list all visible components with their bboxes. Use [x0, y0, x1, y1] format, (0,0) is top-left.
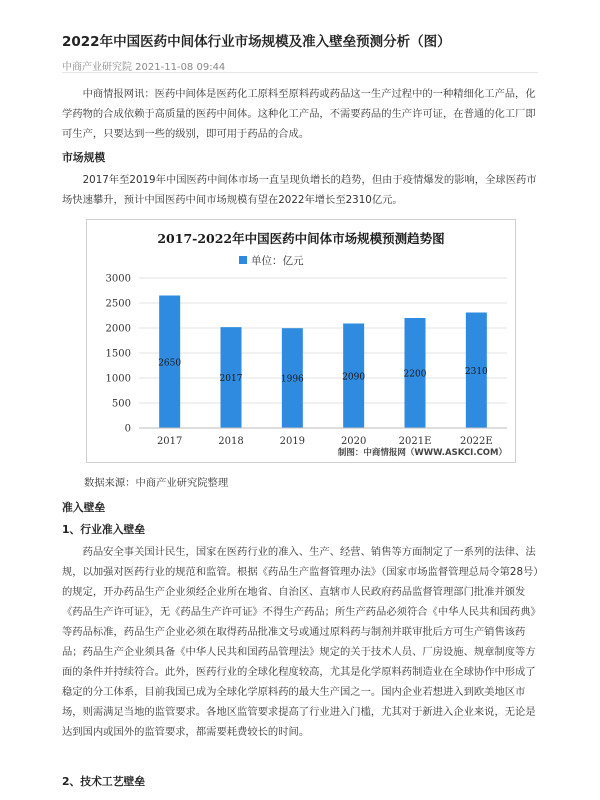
y-tick-label: 1500 — [105, 348, 131, 360]
legend-label: 单位：亿元 — [251, 255, 304, 267]
intro-paragraph: 中商情报网讯：医药中间体是医药化工原料至原料药或药品这一生产过程中的一种精细化工产品，化学药物的合成依赖于高质量的医药中间体。这种化工产品，不需要药品的生产许可证，在普通的化工厂即可生产，只要达到一些的级别，即可用于药品的合成。 — [62, 88, 536, 140]
y-tick-label: 0 — [124, 423, 131, 435]
market-paragraph: 2017年至2019年中国医药中间体市场一直呈现负增长的趋势，但由于疫情爆发的影响，全球医药市场快速攀升，预计中国医药中间市场规模有望在2022年增长至2310亿元。 — [62, 174, 537, 206]
sub1-paragraph: 药品安全事关国计民生，国家在医药行业的准入、生产、经营、销售等方面制定了一系列的法律、法规，以加强对医药行业的规范和监管。根据《药品生产监督管理办法》（国家市场监督管理总局令第28号）的规定，开办药品生产企业须经企业所在地省、自治区、直辖市人民政府药品监督管理部门批准并颁发《药品生产许可证》，无《药品生产许可证》不得生产药品；所生产药品必须符合《中华人民共和国药典》等药品标准，药品生产企业必须在取得药品批准文号或通过原料药与制剂并联审批后方可生产销售该药品；药品生产企业须具备《中华人民共和国药品管理法》规定的关于技术人员、厂房设施、规章制度等方面的条件并持续符合。此外，医药行业的全球化程度较高，尤其是化学原料药制造业在全球协作中形成了稳定的分工体系，目前我国已成为全球化学原料药的最大生产国之一。国内企业若想进入到欧美地区市场，则需满足当地的监管要求。各地区监管要求提高了行业进入门槛，尤其对于新进入企业来说，无论是达到国内或国外的监管要求，都需要耗费较长的时间。 — [62, 546, 539, 738]
bar-value-label: 2200 — [403, 369, 427, 380]
bar-value-label: 2090 — [342, 372, 366, 383]
bar-value-label: 1996 — [280, 374, 304, 385]
chart-footer: 制图：中商情报网（WWW.ASKCI.COM） — [337, 448, 507, 458]
x-tick-label: 2020 — [340, 436, 367, 447]
article-title: 2022年中国医药中间体行业市场规模及准入壁垒预测分析（图） — [62, 34, 451, 50]
barrier-heading: 准入壁垒 — [62, 501, 106, 514]
bar-value-label: 2310 — [464, 366, 488, 377]
sub2-heading: 2、技术工艺壁垒 — [62, 775, 146, 788]
y-tick-label: 2500 — [105, 298, 131, 310]
sub1-heading: 1、行业准入壁垒 — [62, 523, 146, 536]
y-tick-label: 1000 — [105, 373, 131, 385]
data-source: 数据来源：中商产业研究院整理 — [84, 477, 229, 489]
x-tick-label: 2019 — [279, 436, 306, 447]
y-tick-label: 500 — [111, 398, 131, 410]
x-tick-label: 2018 — [218, 436, 244, 447]
market-heading: 市场规模 — [62, 151, 106, 164]
legend-swatch — [239, 256, 247, 264]
x-tick-label: 2021E — [398, 436, 432, 447]
y-tick-label: 2000 — [105, 323, 131, 335]
title-divider — [62, 72, 538, 73]
article-meta: 中商产业研究院 2021-11-08 09:44 — [62, 62, 226, 73]
chart-legend — [239, 253, 304, 268]
bar-value-label: 2650 — [158, 358, 182, 369]
x-tick-label: 2017 — [156, 436, 183, 447]
chart-title: 2017-2022年中国医药中间体市场规模预测趋势图 — [157, 231, 445, 246]
bar-value-label: 2017 — [219, 374, 243, 385]
x-tick-label: 2022E — [459, 436, 493, 447]
y-tick-label: 3000 — [105, 273, 131, 285]
market-size-chart — [86, 219, 516, 463]
